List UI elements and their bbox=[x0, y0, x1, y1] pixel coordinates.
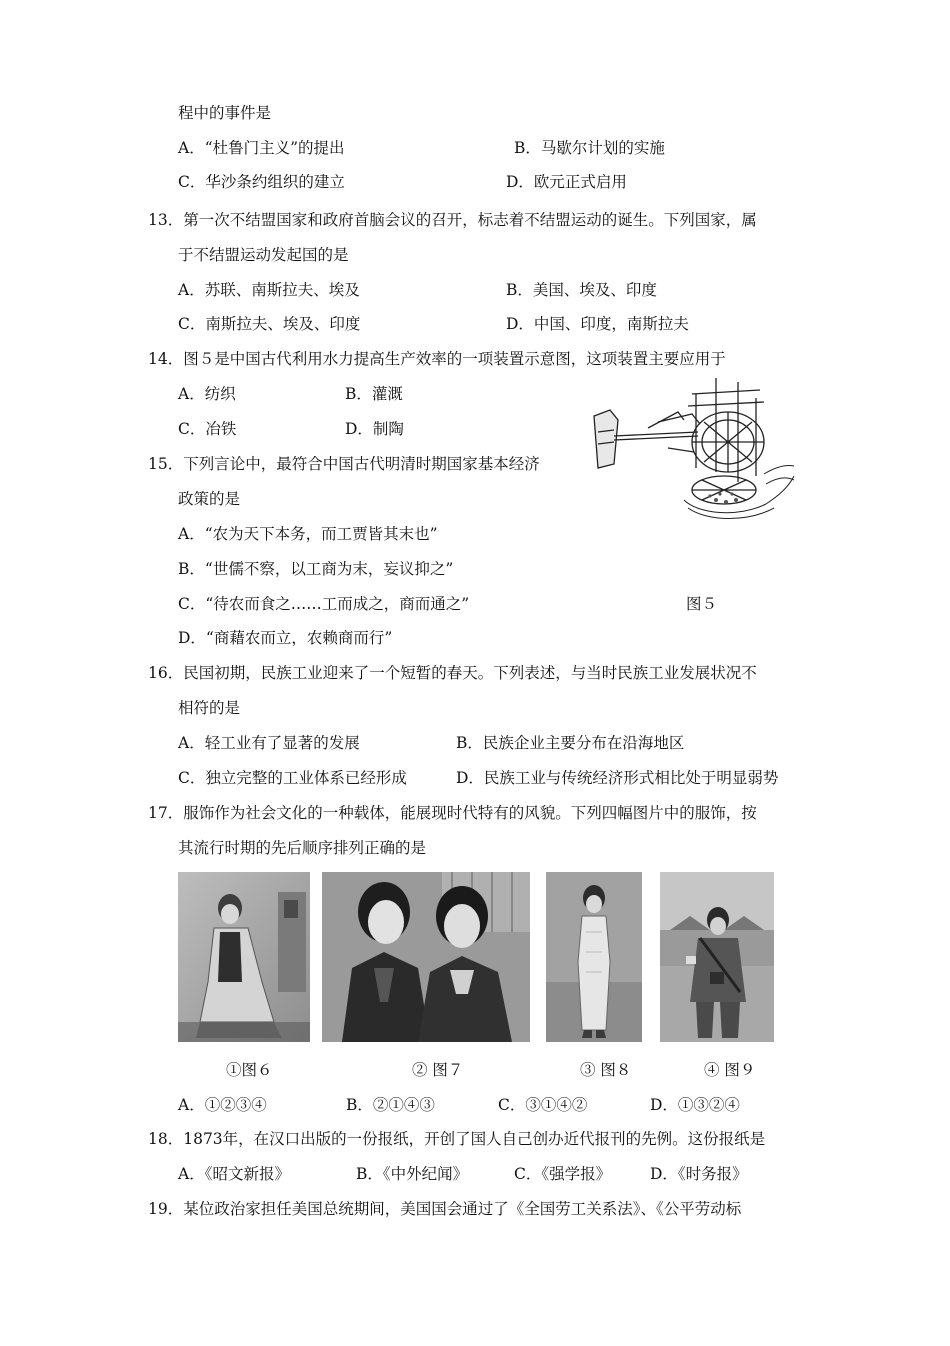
q17-stem-line1: 17．服饰作为社会文化的一种载体，能展现时代特有的风貌。下列四幅图片中的服饰，按 bbox=[148, 804, 757, 822]
q15-option-d[interactable]: D．“商藉农而立，农赖商而行” bbox=[178, 629, 393, 647]
q18-option-a[interactable]: A．《昭文新报》 bbox=[178, 1165, 290, 1183]
q19-stem-line1: 19．某位政治家担任美国总统期间，美国国会通过了《全国劳工关系法》、《公平劳动标 bbox=[148, 1200, 742, 1218]
q14-option-c[interactable]: C．冶铁 bbox=[178, 420, 237, 438]
q14-stem-line1: 14．图５是中国古代利用水力提高生产效率的一项装置示意图，这项装置主要应用于 bbox=[148, 350, 726, 368]
q12-option-d[interactable]: D．欧元正式启用 bbox=[506, 173, 627, 191]
q15-option-a[interactable]: A．“农为天下本务，而工贾皆其末也” bbox=[178, 525, 438, 543]
photo-figure-8 bbox=[546, 872, 642, 1042]
q17-option-a[interactable]: A．①②③④ bbox=[178, 1096, 267, 1114]
q17-stem-line2: 其流行时期的先后顺序排列正确的是 bbox=[178, 839, 427, 857]
figure-5-caption: 图５ bbox=[686, 595, 718, 613]
q17-option-c[interactable]: C．③①④② bbox=[498, 1096, 588, 1114]
q17-caption-3: ③ 图８ bbox=[580, 1061, 632, 1079]
q16-option-b[interactable]: B．民族企业主要分布在沿海地区 bbox=[456, 734, 685, 752]
q17-caption-1: ①图６ bbox=[226, 1061, 273, 1079]
q17-caption-4: ④ 图９ bbox=[704, 1061, 756, 1079]
q15-option-c[interactable]: C．“待农而食之……工而成之，商而通之” bbox=[178, 595, 470, 613]
q12-option-b[interactable]: B．马歇尔计划的实施 bbox=[514, 139, 665, 157]
q16-option-a[interactable]: A．轻工业有了显著的发展 bbox=[178, 734, 360, 752]
q13-stem-line2: 于不结盟运动发起国的是 bbox=[178, 246, 349, 264]
q16-stem-line1: 16．民国初期，民族工业迎来了一个短暂的春天。下列表述，与当时民族工业发展状况不 bbox=[148, 664, 757, 682]
q14-option-a[interactable]: A．纺织 bbox=[178, 385, 236, 403]
q16-option-c[interactable]: C．独立完整的工业体系已经形成 bbox=[178, 769, 407, 787]
q13-option-b[interactable]: B．美国、埃及、印度 bbox=[506, 281, 657, 299]
q14-option-d[interactable]: D．制陶 bbox=[345, 420, 404, 438]
q17-option-d[interactable]: D．①③②④ bbox=[650, 1096, 740, 1114]
q15-stem-line2: 政策的是 bbox=[178, 490, 241, 508]
q18-stem-line1: 18．1873年，在汉口出版的一份报纸，开创了国人自己创办近代报刊的先例。这份报纸是 bbox=[148, 1130, 766, 1148]
photo-figure-7 bbox=[322, 872, 530, 1042]
figure-5-water-device bbox=[588, 372, 798, 524]
q12-option-c[interactable]: C．华沙条约组织的建立 bbox=[178, 173, 345, 191]
q14-option-b[interactable]: B．灌溉 bbox=[345, 385, 403, 403]
q17-option-b[interactable]: B．②①④③ bbox=[346, 1096, 435, 1114]
q15-option-b[interactable]: B．“世儒不察，以工商为末，妄议抑之” bbox=[178, 560, 454, 578]
photo-figure-9 bbox=[660, 872, 774, 1042]
q13-option-c[interactable]: C．南斯拉夫、埃及、印度 bbox=[178, 315, 361, 333]
q18-option-b[interactable]: B．《中外纪闻》 bbox=[356, 1165, 469, 1183]
q12-stem-cont: 程中的事件是 bbox=[178, 104, 272, 122]
q15-stem-line1: 15．下列言论中，最符合中国古代明清时期国家基本经济 bbox=[148, 455, 540, 473]
q16-option-d[interactable]: D．民族工业与传统经济形式相比处于明显弱势 bbox=[456, 769, 779, 787]
photo-figure-6 bbox=[178, 872, 310, 1042]
q13-stem-line1: 13．第一次不结盟国家和政府首脑会议的召开，标志着不结盟运动的诞生。下列国家，属 bbox=[148, 211, 757, 229]
q13-option-a[interactable]: A．苏联、南斯拉夫、埃及 bbox=[178, 281, 360, 299]
q17-caption-2: ② 图７ bbox=[412, 1061, 464, 1079]
q13-option-d[interactable]: D．中国、印度，南斯拉夫 bbox=[506, 315, 689, 333]
q18-option-d[interactable]: D．《时务报》 bbox=[650, 1165, 748, 1183]
q18-option-c[interactable]: C．《强学报》 bbox=[514, 1165, 612, 1183]
q12-option-a[interactable]: A．“杜鲁门主义”的提出 bbox=[178, 139, 345, 157]
q16-stem-line2: 相符的是 bbox=[178, 699, 241, 717]
